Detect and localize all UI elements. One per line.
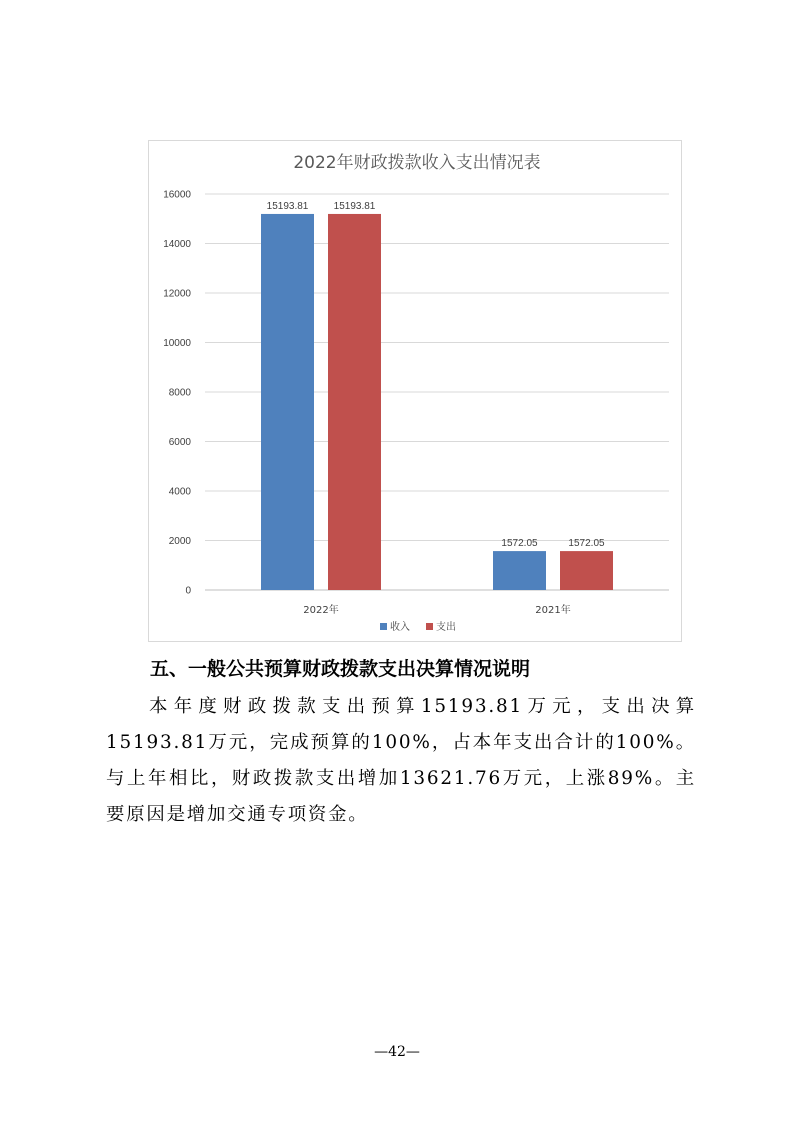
bar [261,214,314,590]
data-labels [267,201,605,549]
y-tick-label: 12000 [163,288,191,300]
data-label: 15193.81 [333,200,376,212]
page-number: —42— [374,1044,420,1060]
legend-label: 收入 [390,622,410,633]
y-tick-label: 4000 [168,486,191,498]
y-axis-ticks [163,190,191,597]
y-tick-label: 6000 [168,437,191,448]
y-tick-label: 10000 [163,338,191,349]
y-tick-label: 16000 [163,189,191,201]
chart-title: 2022年财政拨款收入支出情况表 [293,153,541,173]
bar [328,214,381,590]
y-tick-label: 2000 [168,536,191,547]
legend-swatch [426,623,433,630]
bar-chart [148,140,682,642]
section-paragraph: 本年度财政拨款支出预算15193.81万元，支出决算15193.81万元，完成预算的100%，占本年支出合计的100%。与上年相比，财政拨款支出增加13621.76万元，上涨89%。主要原因是增加交通专项资金。 [106,696,696,825]
y-tick-label: 0 [185,585,191,597]
legend-swatch [380,623,387,630]
bar [560,551,613,590]
bars [261,214,613,590]
chart-canvas [149,141,683,643]
legend [380,620,456,633]
section-heading: 五、一般公共预算财政拨款支出决算情况说明 [150,658,531,680]
data-label: 15193.81 [266,200,309,212]
x-axis-categories [303,603,570,616]
x-category-label: 2022年 [303,605,339,616]
legend-label: 支出 [436,622,456,633]
y-tick-label: 8000 [168,387,191,399]
y-tick-label: 14000 [163,239,191,250]
data-label: 1572.05 [568,538,605,550]
data-label: 1572.05 [501,538,538,550]
bar [493,551,546,590]
x-category-label: 2021年 [535,605,571,616]
